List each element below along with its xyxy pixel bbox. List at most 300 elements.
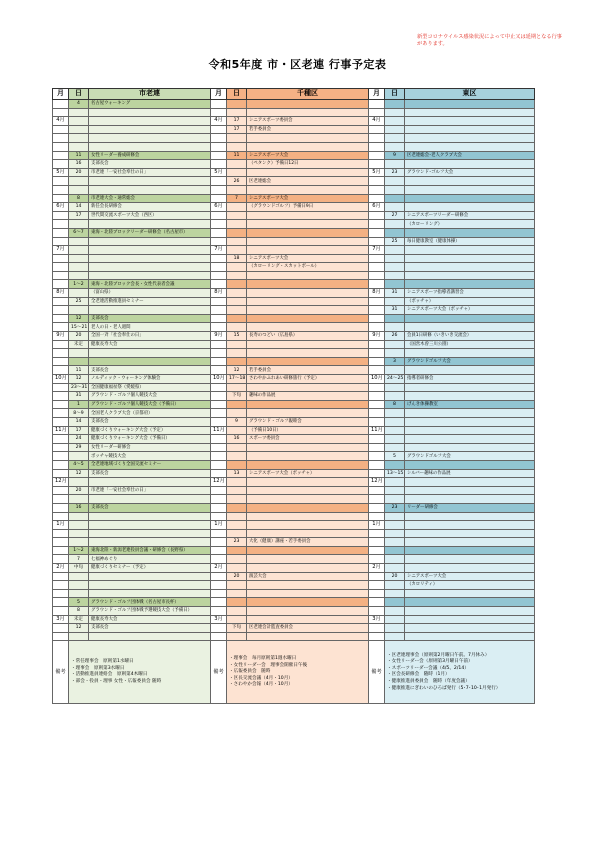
chikusa-event-cell: シニアスポーツ委員会 <box>247 117 369 126</box>
chikusa-event-cell <box>247 100 369 109</box>
chikusa-day-cell <box>227 495 247 504</box>
month-cell <box>53 220 69 229</box>
shi-day-cell <box>69 357 89 366</box>
higashi-day-cell <box>385 417 405 426</box>
chikusa-event-cell <box>247 495 369 504</box>
shi-day-cell <box>69 632 89 641</box>
month-cell <box>369 443 385 452</box>
table-row <box>53 117 535 126</box>
chikusa-day-cell <box>227 615 247 624</box>
chikusa-event-cell <box>247 443 369 452</box>
higashi-day-cell: 13～15 <box>385 469 405 478</box>
shi-event-cell <box>89 572 211 581</box>
higashi-day-cell: 5 <box>385 452 405 461</box>
month-cell <box>53 538 69 547</box>
chikusa-day-cell <box>227 443 247 452</box>
shi-event-cell <box>89 271 211 280</box>
month-cell <box>211 495 227 504</box>
shi-event-cell: 東海・北陸ブロック会長・女性代表者会議 <box>89 280 211 289</box>
higashi-day-cell <box>385 142 405 151</box>
chikusa-day-cell <box>227 142 247 151</box>
chikusa-event-cell <box>247 211 369 220</box>
table-row <box>53 228 535 237</box>
month-cell <box>211 469 227 478</box>
shi-day-cell: 14 <box>69 417 89 426</box>
higashi-day-cell <box>385 598 405 607</box>
chikusa-event-cell <box>247 357 369 366</box>
table-row <box>53 632 535 641</box>
day-header: 日 <box>385 89 405 100</box>
shi-day-cell: 8 <box>69 194 89 203</box>
chikusa-event-cell: 長寿のつどい（広島県） <box>247 332 369 341</box>
month-cell <box>369 323 385 332</box>
shi-event-cell: 七福神めぐり <box>89 555 211 564</box>
higashi-day-cell <box>385 117 405 126</box>
month-cell <box>369 160 385 169</box>
chikusa-event-cell: （カローリング・スカットボール） <box>247 263 369 272</box>
shi-day-cell: 20 <box>69 486 89 495</box>
table-row <box>53 572 535 581</box>
shi-day-cell <box>69 177 89 186</box>
month-cell: 4月 <box>211 117 227 126</box>
month-cell <box>211 529 227 538</box>
month-cell: 5月 <box>211 168 227 177</box>
month-cell: 6月 <box>53 203 69 212</box>
chikusa-day-cell <box>227 564 247 573</box>
month-cell <box>369 357 385 366</box>
month-cell <box>369 228 385 237</box>
chikusa-day-cell <box>227 400 247 409</box>
month-cell <box>369 185 385 194</box>
higashi-event-cell <box>405 185 535 194</box>
month-cell <box>53 211 69 220</box>
month-cell <box>53 572 69 581</box>
higashi-event-cell <box>405 512 535 521</box>
higashi-event-cell: シニアスポーツ大会（ボッチャ） <box>405 306 535 315</box>
shi-day-cell <box>69 512 89 521</box>
shi-day-cell: 20 <box>69 332 89 341</box>
chikusa-event-cell <box>247 486 369 495</box>
shi-day-cell: 8 <box>69 607 89 616</box>
month-cell <box>211 400 227 409</box>
shi-day-cell: 29 <box>69 443 89 452</box>
table-row <box>53 417 535 426</box>
table-row <box>53 108 535 117</box>
higashi-day-cell <box>385 125 405 134</box>
higashi-event-cell <box>405 598 535 607</box>
shi-event-cell: 全老連地域づくり全国交流セミナー <box>89 460 211 469</box>
table-row <box>53 469 535 478</box>
month-cell <box>211 142 227 151</box>
shi-event-cell: グラウンド・ゴルフ団体戦（名古屋市長杯） <box>89 598 211 607</box>
shi-day-cell: 12 <box>69 469 89 478</box>
chikusa-day-cell <box>227 100 247 109</box>
note-line: ・部会・役員・理事 女性・広報委員会 随時 <box>71 679 162 684</box>
month-cell <box>53 624 69 633</box>
higashi-event-cell <box>405 478 535 487</box>
shi-event-cell <box>89 237 211 246</box>
shi-day-cell <box>69 521 89 530</box>
higashi-event-cell <box>405 134 535 143</box>
higashi-day-cell <box>385 409 405 418</box>
table-row <box>53 581 535 590</box>
shi-event-cell: 健康づくりウォーキング大会（予定） <box>89 426 211 435</box>
month-cell <box>53 555 69 564</box>
chikusa-day-cell <box>227 460 247 469</box>
month-cell <box>211 443 227 452</box>
shi-event-cell: ノルディック・ウォーキング体験会 <box>89 375 211 384</box>
month-cell <box>211 340 227 349</box>
schedule-table <box>52 88 535 704</box>
note-line: ・区長交流会議（4月・10月） <box>229 675 293 681</box>
notice-text: 新型コロナウイルス感染状況によって中止又は延期となる行事があります。 <box>417 34 562 47</box>
month-cell <box>369 306 385 315</box>
higashi-event-cell <box>405 632 535 641</box>
table-row <box>53 151 535 160</box>
table-row <box>53 538 535 547</box>
higashi-event-cell <box>405 203 535 212</box>
chikusa-event-cell <box>247 314 369 323</box>
month-cell: 4月 <box>53 117 69 126</box>
table-row <box>53 555 535 564</box>
chikusa-event-cell: スポーツ委員会 <box>247 435 369 444</box>
month-cell <box>53 185 69 194</box>
chikusa-day-cell: 20 <box>227 572 247 581</box>
month-cell <box>369 495 385 504</box>
shi-day-cell: 11 <box>69 151 89 160</box>
chikusa-day-cell <box>227 228 247 237</box>
month-cell: 10月 <box>369 375 385 384</box>
note-line: ・理事会 原則第3水曜日 <box>71 665 125 671</box>
month-cell <box>369 349 385 358</box>
month-cell <box>53 598 69 607</box>
higashi-event-cell <box>405 160 535 169</box>
higashi-event-cell <box>405 194 535 203</box>
month-cell <box>211 435 227 444</box>
chikusa-day-cell <box>227 237 247 246</box>
shi-day-cell: 1 <box>69 400 89 409</box>
chikusa-event-cell <box>247 452 369 461</box>
month-header: 月 <box>211 89 227 100</box>
chikusa-event-cell <box>247 297 369 306</box>
shi-event-cell <box>89 632 211 641</box>
chikusa-event-cell <box>247 529 369 538</box>
shi-day-cell <box>69 452 89 461</box>
month-cell <box>53 546 69 555</box>
higashi-event-cell <box>405 271 535 280</box>
higashi-day-cell <box>385 349 405 358</box>
shi-event-cell <box>89 349 211 358</box>
higashi-day-cell <box>385 529 405 538</box>
table-row <box>53 435 535 444</box>
chikusa-day-cell <box>227 349 247 358</box>
month-cell: 7月 <box>211 246 227 255</box>
higashi-event-cell <box>405 108 535 117</box>
higashi-event-cell: （ボッチャ） <box>405 297 535 306</box>
table-row <box>53 486 535 495</box>
higashi-event-cell <box>405 228 535 237</box>
higashi-day-cell <box>385 271 405 280</box>
month-cell: 11月 <box>53 426 69 435</box>
shi-event-cell <box>89 357 211 366</box>
month-cell <box>53 254 69 263</box>
shi-event-cell: 東海・北陸ブロックリーダー研修会（名古屋市） <box>89 228 211 237</box>
month-cell <box>211 323 227 332</box>
month-cell <box>53 366 69 375</box>
shi-event-cell <box>89 521 211 530</box>
chikusa-day-cell <box>227 108 247 117</box>
shi-day-cell: 4～5 <box>69 460 89 469</box>
shi-day-cell <box>69 538 89 547</box>
higashi-day-cell <box>385 460 405 469</box>
month-cell <box>53 512 69 521</box>
table-row <box>53 615 535 624</box>
month-cell <box>369 529 385 538</box>
month-cell <box>53 503 69 512</box>
shi-day-cell <box>69 529 89 538</box>
higashi-event-cell <box>405 142 535 151</box>
table-row <box>53 503 535 512</box>
higashi-event-cell <box>405 100 535 109</box>
shi-day-cell: 7 <box>69 555 89 564</box>
table-row <box>53 564 535 573</box>
chikusa-day-cell <box>227 314 247 323</box>
chikusa-event-cell <box>247 168 369 177</box>
shi-event-cell: 名古屋ウォーキング <box>89 100 211 109</box>
chikusa-day-cell <box>227 383 247 392</box>
shi-day-cell: 20 <box>69 168 89 177</box>
table-row <box>53 254 535 263</box>
month-cell <box>53 280 69 289</box>
shi-event-cell: 全国健康福祉祭（愛媛県） <box>89 383 211 392</box>
month-cell: 12月 <box>53 478 69 487</box>
table-row <box>53 125 535 134</box>
month-cell <box>369 237 385 246</box>
chikusa-day-cell <box>227 555 247 564</box>
month-cell <box>211 254 227 263</box>
shi-day-cell <box>69 572 89 581</box>
higashi-event-cell: 会員1日研修（いきいき交流会） <box>405 332 535 341</box>
table-row <box>53 237 535 246</box>
higashi-event-cell <box>405 177 535 186</box>
chikusa-day-cell <box>227 632 247 641</box>
month-cell <box>211 581 227 590</box>
month-cell <box>211 271 227 280</box>
shi-day-cell <box>69 237 89 246</box>
shi-day-cell <box>69 134 89 143</box>
month-cell <box>369 263 385 272</box>
table-row <box>53 607 535 616</box>
month-cell <box>369 555 385 564</box>
month-cell <box>369 607 385 616</box>
higashi-event-cell: 区老連総会･老人クラブ大会 <box>405 151 535 160</box>
note-line: ・さわやか会報（4月・10月） <box>229 682 293 688</box>
higashi-day-cell <box>385 486 405 495</box>
chikusa-event-cell <box>247 400 369 409</box>
month-cell <box>53 435 69 444</box>
chikusa-event-cell <box>247 340 369 349</box>
note-line: ・広報委員会 随時 <box>229 669 271 675</box>
chikusa-event-cell <box>247 607 369 616</box>
higashi-day-cell <box>385 632 405 641</box>
higashi-day-cell <box>385 392 405 401</box>
month-cell <box>211 598 227 607</box>
higashi-event-cell <box>405 607 535 616</box>
month-cell <box>211 220 227 229</box>
table-row <box>53 289 535 298</box>
month-cell <box>211 263 227 272</box>
month-cell <box>53 100 69 109</box>
chikusa-event-cell: 演芸大会 <box>247 572 369 581</box>
shi-event-cell <box>89 220 211 229</box>
chikusa-day-cell <box>227 452 247 461</box>
month-cell <box>53 460 69 469</box>
shi-event-cell: 全国一斉「社会奉仕の日」 <box>89 332 211 341</box>
shi-event-cell: （富山県） <box>89 289 211 298</box>
month-cell <box>211 349 227 358</box>
higashi-day-cell <box>385 607 405 616</box>
higashi-day-cell <box>385 426 405 435</box>
table-row <box>53 478 535 487</box>
higashi-event-cell <box>405 460 535 469</box>
higashi-event-cell <box>405 349 535 358</box>
higashi-day-cell: 8 <box>385 400 405 409</box>
month-cell <box>369 297 385 306</box>
month-cell <box>53 340 69 349</box>
table-row <box>53 203 535 212</box>
month-cell <box>53 228 69 237</box>
shi-day-cell: 1～2 <box>69 546 89 555</box>
month-cell <box>211 460 227 469</box>
chikusa-event-cell: 大化（健康）講座・若手委員会 <box>247 538 369 547</box>
shi-event-cell: ボッチャ競技大会 <box>89 452 211 461</box>
chikusa-day-cell <box>227 271 247 280</box>
chikusa-event-cell <box>247 503 369 512</box>
shi-event-cell: グラウンド・ゴルフ個人競技大会 <box>89 392 211 401</box>
month-cell: 10月 <box>211 375 227 384</box>
chikusa-event-cell <box>247 280 369 289</box>
table-row <box>53 409 535 418</box>
shi-event-cell: 健康長寿大会 <box>89 615 211 624</box>
higashi-event-cell <box>405 589 535 598</box>
table-row <box>53 142 535 151</box>
chikusa-day-cell <box>227 340 247 349</box>
month-cell <box>53 194 69 203</box>
month-cell <box>369 435 385 444</box>
shi-day-cell: 11 <box>69 366 89 375</box>
higashi-day-cell <box>385 521 405 530</box>
chikusa-day-cell <box>227 478 247 487</box>
shi-day-cell <box>69 349 89 358</box>
shi-event-cell <box>89 125 211 134</box>
table-row <box>53 460 535 469</box>
chikusa-header: 千種区 <box>247 89 369 100</box>
month-cell: 3月 <box>211 615 227 624</box>
shi-day-cell <box>69 263 89 272</box>
shi-day-cell <box>69 589 89 598</box>
month-cell: 6月 <box>211 203 227 212</box>
month-cell <box>369 503 385 512</box>
shi-event-cell <box>89 512 211 521</box>
shi-event-cell <box>89 254 211 263</box>
chikusa-event-cell <box>247 632 369 641</box>
table-row <box>53 366 535 375</box>
chikusa-notes <box>227 641 369 704</box>
table-row <box>53 529 535 538</box>
chikusa-day-cell <box>227 503 247 512</box>
shi-day-cell: 6～7 <box>69 228 89 237</box>
month-cell: 12月 <box>211 478 227 487</box>
chikusa-day-cell: 12 <box>227 366 247 375</box>
month-cell <box>369 125 385 134</box>
higashi-day-cell <box>385 478 405 487</box>
higashi-event-cell: シルバー趣味の作品展 <box>405 469 535 478</box>
month-cell: 10月 <box>53 375 69 384</box>
shi-day-cell: 14 <box>69 203 89 212</box>
month-cell <box>53 237 69 246</box>
month-cell <box>369 142 385 151</box>
chikusa-day-cell <box>227 211 247 220</box>
chikusa-day-cell <box>227 512 247 521</box>
higashi-event-cell: （カロリティ） <box>405 581 535 590</box>
table-row <box>53 375 535 384</box>
chikusa-day-cell <box>227 246 247 255</box>
month-cell <box>211 624 227 633</box>
shi-event-cell: 市老連「一安社会奉仕の日」 <box>89 486 211 495</box>
chikusa-day-cell: 26 <box>227 177 247 186</box>
month-cell <box>369 632 385 641</box>
chikusa-day-cell <box>227 598 247 607</box>
chikusa-event-cell: グラウンド・ゴルフ親睦会 <box>247 417 369 426</box>
higashi-day-cell <box>385 443 405 452</box>
chikusa-day-cell <box>227 280 247 289</box>
shi-day-cell: 16 <box>69 160 89 169</box>
shi-event-cell <box>89 185 211 194</box>
higashi-day-cell <box>385 220 405 229</box>
higashi-day-cell <box>385 323 405 332</box>
chikusa-event-cell: 若手委員会 <box>247 125 369 134</box>
shi-day-cell: 17 <box>69 211 89 220</box>
shi-event-cell <box>89 142 211 151</box>
month-cell <box>53 349 69 358</box>
shi-event-cell <box>89 529 211 538</box>
table-row <box>53 452 535 461</box>
month-cell <box>211 297 227 306</box>
shi-event-cell: 全国老人クラブ大会（京都府） <box>89 409 211 418</box>
month-cell <box>211 417 227 426</box>
shi-event-cell <box>89 581 211 590</box>
chikusa-event-cell <box>247 220 369 229</box>
month-cell <box>211 357 227 366</box>
higashi-event-cell: シニアスポーツ指導者講習会 <box>405 289 535 298</box>
table-row <box>53 400 535 409</box>
chikusa-event-cell: 区老連会計監査委員会 <box>247 624 369 633</box>
higashi-event-cell <box>405 435 535 444</box>
month-cell: 1月 <box>53 521 69 530</box>
table-row <box>53 521 535 530</box>
chikusa-day-cell <box>227 521 247 530</box>
higashi-event-cell: グラウンド･ゴルフ大会 <box>405 168 535 177</box>
shi-event-cell: グラウンド・ゴルフ団体戦予選競技大会（予備日） <box>89 607 211 616</box>
month-cell: 1月 <box>211 521 227 530</box>
chikusa-day-cell <box>227 185 247 194</box>
chikusa-event-cell <box>247 581 369 590</box>
chikusa-event-cell <box>247 323 369 332</box>
month-cell: 2月 <box>211 564 227 573</box>
month-cell <box>211 538 227 547</box>
higashi-event-cell <box>405 117 535 126</box>
chikusa-event-cell: さわやかふれあい研修旅行（予定） <box>247 375 369 384</box>
